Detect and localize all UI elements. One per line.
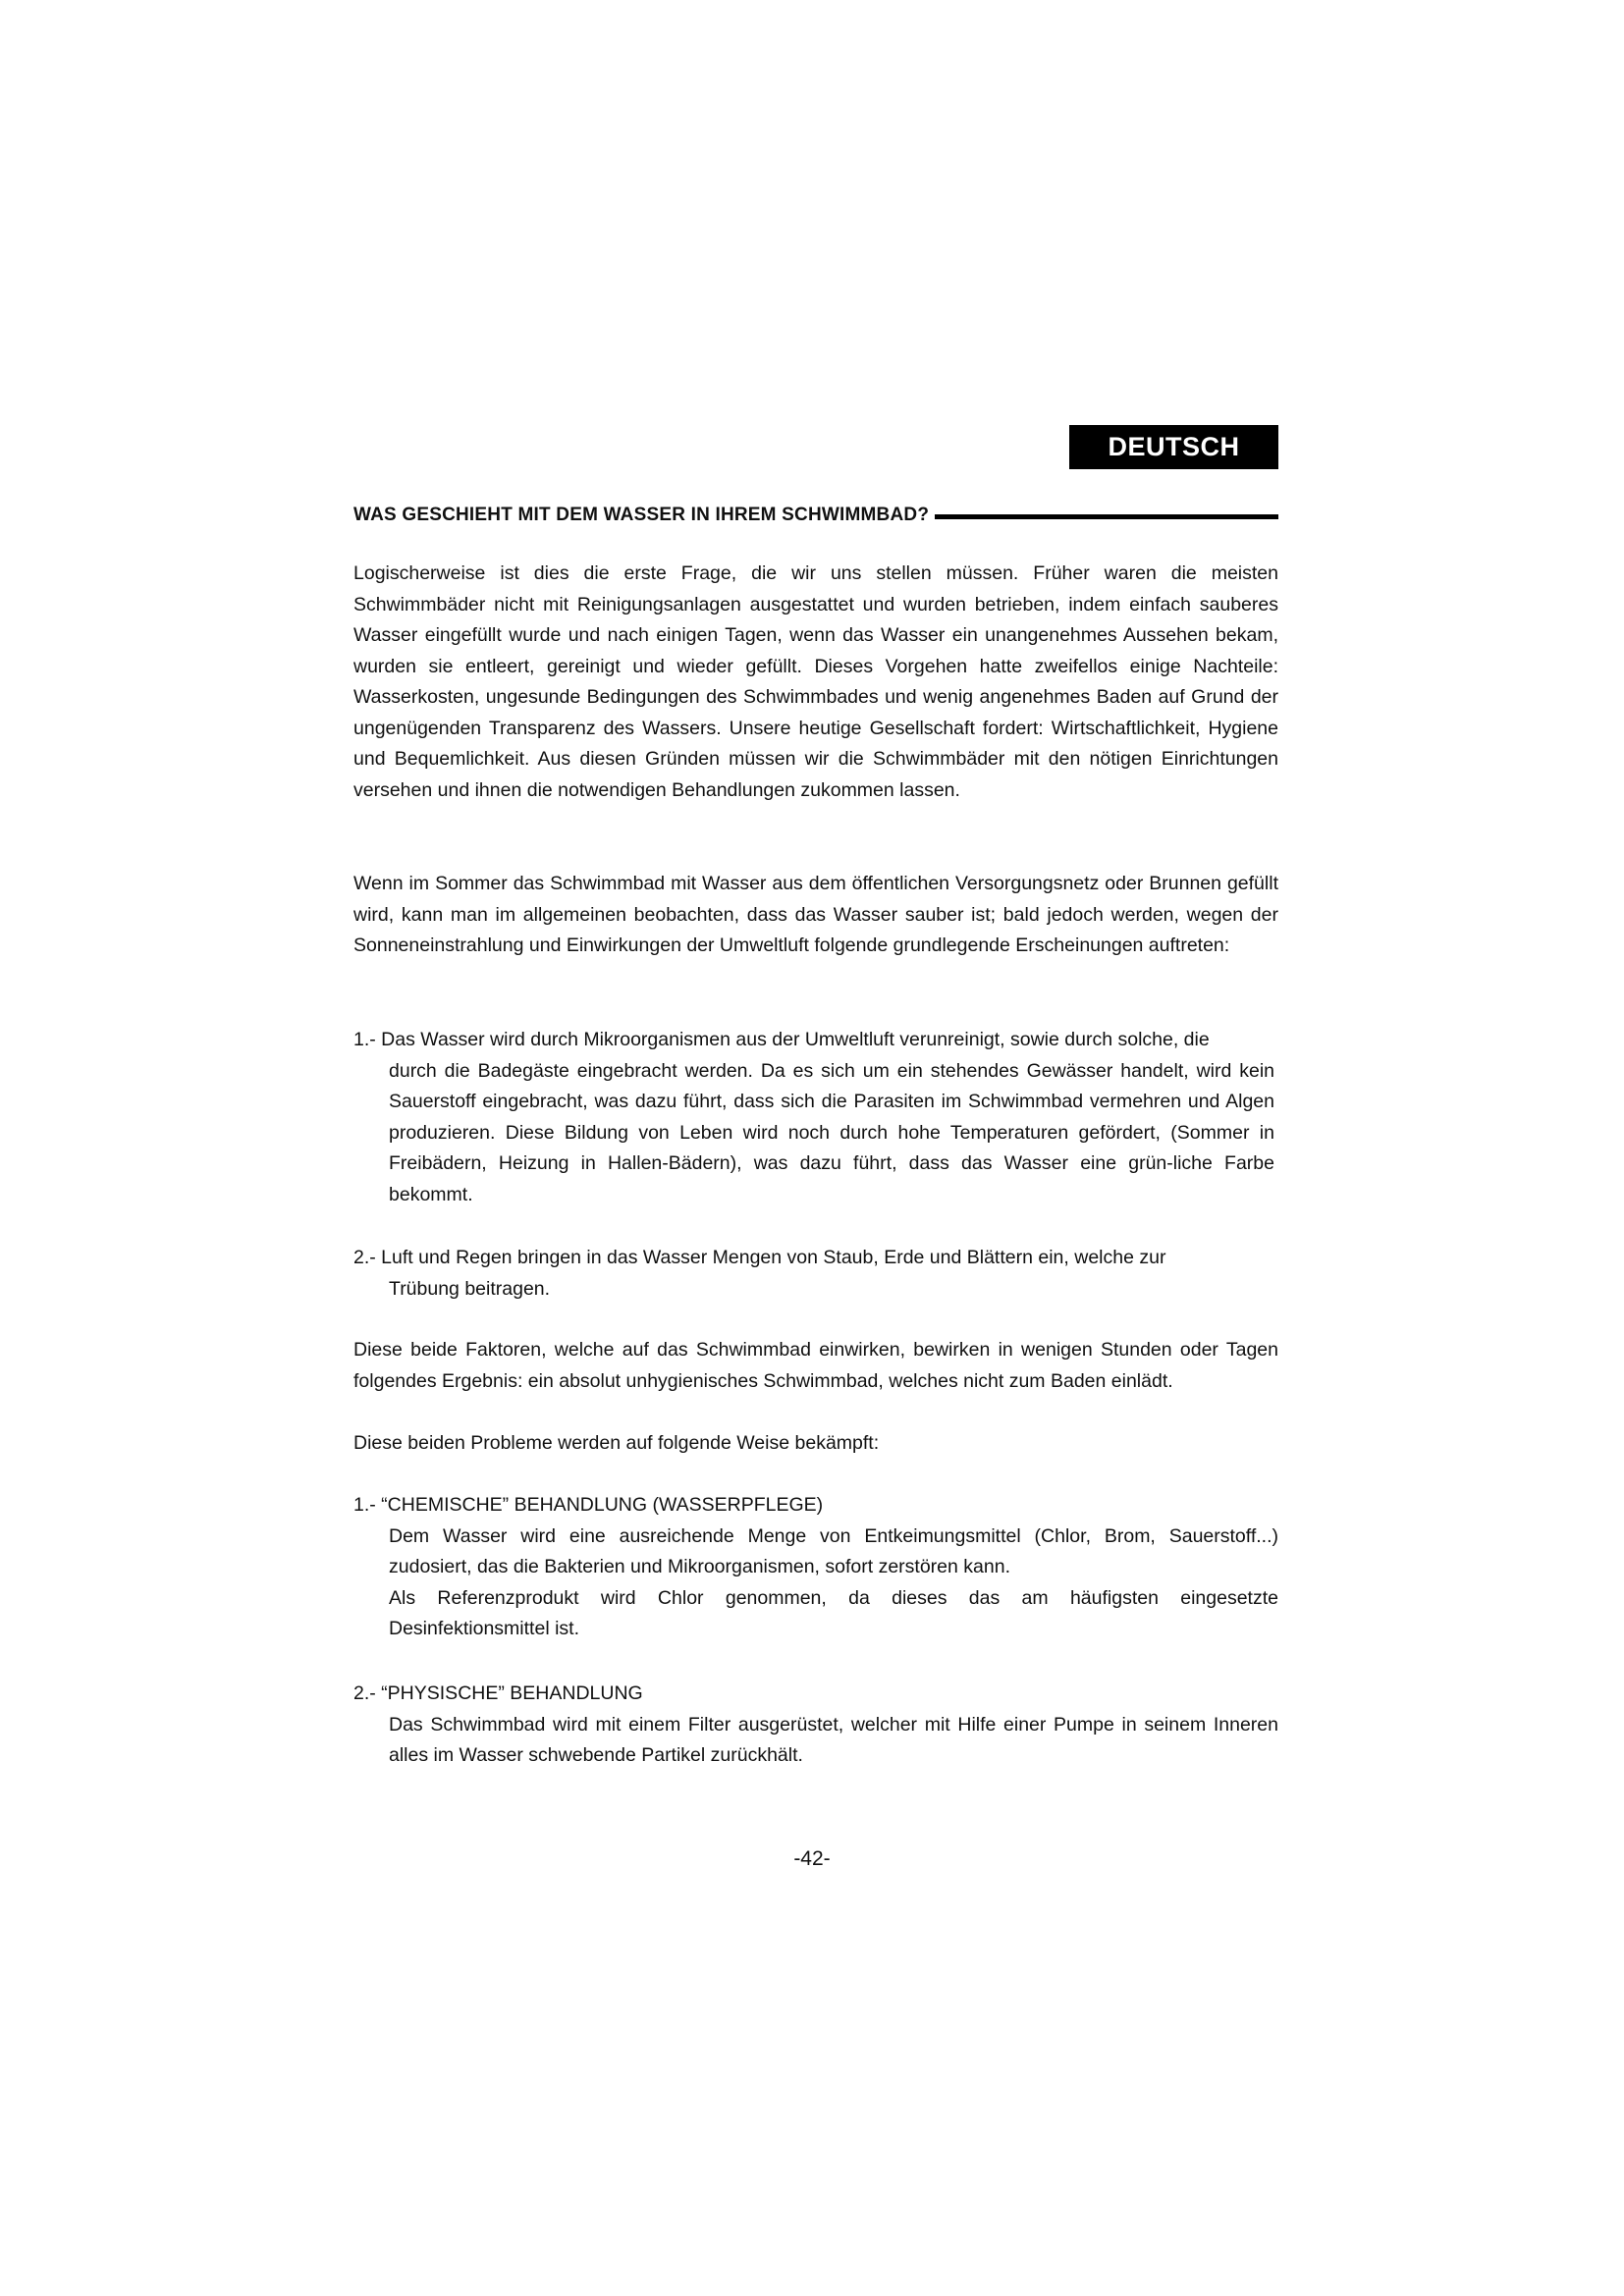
treatment-heading: 2.- “PHYSISCHE” BEHANDLUNG: [353, 1682, 643, 1704]
phenomenon-item-microorganisms: [353, 1025, 1274, 1210]
treatment-description: Dem Wasser wird eine ausreichende Menge von Entkeimungsmittel (Chlor, Brom, Sauerstoff...) zudosiert, das die Bakterien und Mikroorganismen, sofort zerstören kann.: [389, 1524, 1278, 1577]
list-item-first-line: 2.- Luft und Regen bringen in das Wasser Mengen von Staub, Erde und Blättern ein, welche zur: [353, 1247, 1166, 1268]
summer-paragraph: Wenn im Sommer das Schwimmbad mit Wasser aus dem öffentlichen Versorgungsnetz oder Brunnen gefüllt wird, kann man im allgemeinen beobachten, dass das Wasser sauber ist; bald jedoch werden, wegen der Sonneneinstrahlung und Einwirkungen der Umweltluft folgende grundlegende Erscheinungen auftreten:: [353, 873, 1278, 956]
phenomenon-item-dust: [353, 1243, 1274, 1305]
section-title: WAS GESCHIEHT MIT DEM WASSER IN IHREM SCHWIMMBAD?: [353, 505, 930, 525]
treatment-heading: 1.- “CHEMISCHE” BEHANDLUNG (WASSERPFLEGE): [353, 1494, 824, 1516]
list-item-continuation: Trübung beitragen.: [389, 1277, 551, 1300]
language-badge: DEUTSCH: [1069, 425, 1278, 469]
list-item-continuation: durch die Badegäste eingebracht werden. Da es sich um ein stehendes Gewässer handelt, wird kein Sauerstoff eingebracht, was dazu führt, dass sich die Parasiten im Schwimmbad vermehren und Algen produzieren. Diese Bildung von Leben wird noch durch hohe Temperaturen gefördert, (Sommer in Freibädern, Heizung in Hallen-Bädern), was dazu führt, dass das Wasser eine grün-liche Farbe bekommt.: [389, 1059, 1274, 1205]
section-heading: [353, 501, 1278, 530]
intro-paragraph: Logischerweise ist dies die erste Frage, die wir uns stellen müssen. Früher waren die meisten Schwimmbäder nicht mit Reinigungsanlagen ausgestattet und wurden betrieben, indem einfach sauberes Wasser eingefüllt wurde und nach einigen Tagen, wenn das Wasser ein unangenehmes Aussehen bekam, wurden sie entleert, gereinigt und wieder gefüllt. Dieses Vorgehen hatte zweifellos einige Nachteile: Wasserkosten, ungesunde Bedingungen des Schwimmbades und wenig angenehmes Baden auf Grund der ungenügenden Transparenz des Wassers. Unsere heutige Gesellschaft fordert: Wirtschaftlichkeit, Hygiene und Bequemlichkeit. Aus diesen Gründen müssen wir die Schwimmbäder mit den nötigen Einrichtungen versehen und ihnen die notwendigen Behandlungen zukommen lassen.: [353, 562, 1278, 801]
heading-rule: [935, 514, 1278, 519]
treatment-description: Als Referenzprodukt wird Chlor genommen, da dieses das am häufigsten eingesetzte Desinfektionsmittel ist.: [389, 1586, 1278, 1639]
treatment-description: Das Schwimmbad wird mit einem Filter ausgerüstet, welcher mit Hilfe einer Pumpe in seinem Inneren alles im Wasser schwebende Partikel zurückhält.: [389, 1713, 1278, 1766]
list-item-first-line: 1.- Das Wasser wird durch Mikroorganismen aus der Umweltluft verunreinigt, sowie durch solche, die: [353, 1029, 1210, 1050]
treatment-physical: [353, 1679, 1278, 1772]
problems-paragraph: Diese beiden Probleme werden auf folgende Weise bekämpft:: [353, 1432, 880, 1454]
page-number: -42-: [793, 1847, 831, 1870]
treatment-chemical: [353, 1490, 1278, 1645]
result-paragraph: Diese beide Faktoren, welche auf das Schwimmbad einwirken, bewirken in wenigen Stunden oder Tagen folgendes Ergebnis: ein absolut unhygienisches Schwimmbad, welches nicht zum Baden einlädt.: [353, 1339, 1278, 1392]
